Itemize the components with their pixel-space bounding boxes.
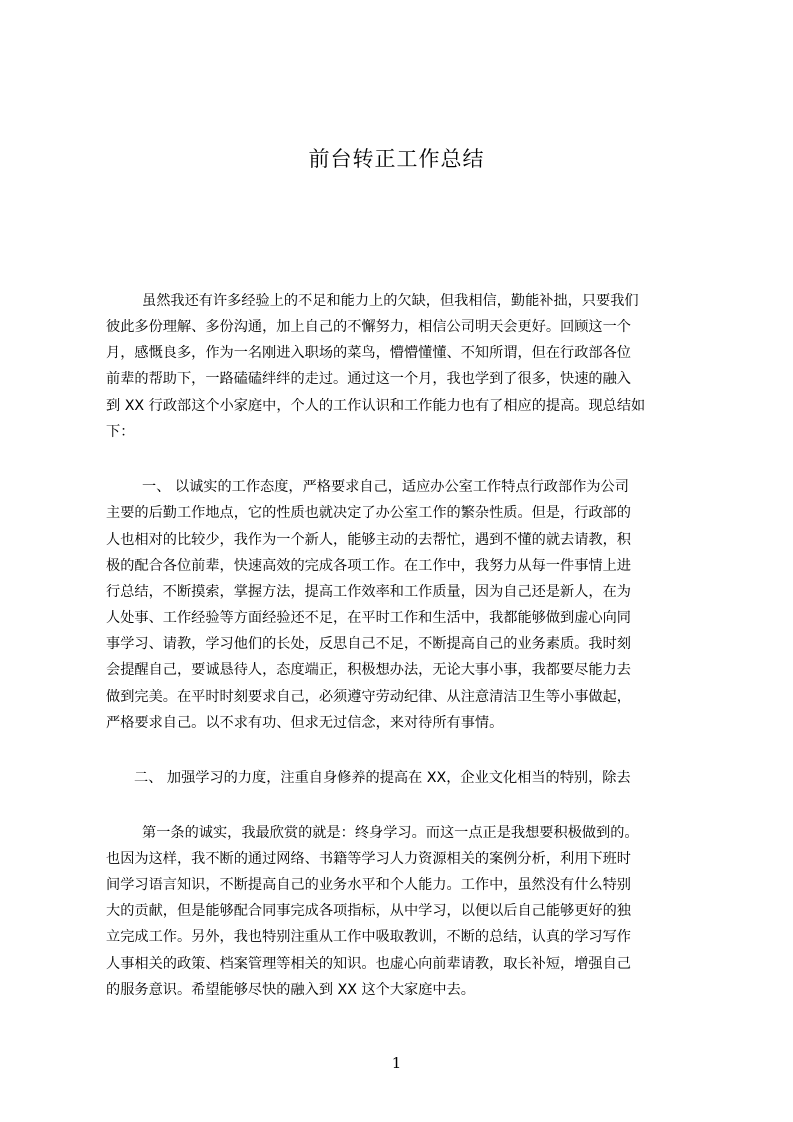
paragraph-2-line-5: 行总结，不断摸索，掌握方法，提高工作效率和工作质量，因为自己还是新人，在为 [106,584,631,600]
page-number: 1 [391,1054,402,1072]
paragraph-2-line-3: 人也相对的比较少，我作为一个新人，能够主动的去帮忙，遇到不懂的就去请教，积 [106,532,631,548]
paragraph-2-line-9: 做到完美。在平时时刻要求自己，必须遵守劳动纪律、从注意清洁卫生等小事做起， [106,689,631,705]
paragraph-2-line-1: 一、 以诚实的工作态度，严格要求自己，适应办公室工作特点行政部作为公司 [142,479,629,495]
paragraph-3-line-1: 二、 加强学习的力度，注重自身修养的提高在 XX，企业文化相当的特别，除去 [134,770,631,786]
paragraph-4-line-4: 大的贡献，但是能够配合同事完成各项指标，从中学习，以便以后自己能够更好的独 [106,903,631,919]
paragraph-1-line-2: 彼此多份理解、多份沟通，加上自己的不懈努力，相信公司明天会更好。回顾这一个 [106,319,631,335]
paragraph-2-line-10: 严格要求自己。以不求有功、但求无过信念，来对待所有事情。 [106,715,504,731]
paragraph-1-line-4: 前辈的帮助下，一路磕磕绊绊的走过。通过这一个月，我也学到了很多，快速的融入 [106,371,631,387]
paragraph-4-line-1: 第一条的诚实，我最欣赏的就是：终身学习。而这一点正是我想要积极做到的。 [142,825,639,841]
paragraph-1-line-1: 虽然我还有许多经验上的不足和能力上的欠缺，但我相信，勤能补拙，只要我们 [142,293,639,309]
paragraph-4-line-6: 人事相关的政策、档案管理等相关的知识。也虚心向前辈请教，取长补短，增强自己 [106,956,631,972]
paragraph-2-line-8: 会提醒自己，要诚恳待人，态度端正，积极想办法，无论大事小事，我都要尽能力去 [106,662,631,678]
paragraph-2-line-2: 主要的后勤工作地点，它的性质也就决定了办公室工作的繁杂性质。但是，行政部的 [106,505,631,521]
page-title: 前台转正工作总结 [308,147,485,171]
paragraph-2-line-4: 极的配合各位前辈，快速高效的完成各项工作。在工作中，我努力从每一件事情上进 [106,558,631,574]
paragraph-4-line-5: 立完成工作。另外，我也特别注重从工作中吸取教训，不断的总结，认真的学习写作 [106,929,631,945]
paragraph-1-line-3: 月，感慨良多，作为一名刚进入职场的菜鸟，懵懵懂懂、不知所谓，但在行政部各位 [106,345,631,361]
paragraph-2-line-6: 人处事、工作经验等方面经验还不足，在平时工作和生活中，我都能够做到虚心向同 [106,610,631,626]
paragraph-4-line-2: 也因为这样，我不断的通过网络、书籍等学习人力资源相关的案例分析，利用下班时 [106,851,631,867]
paragraph-1-line-6: 下： [106,424,135,440]
paragraph-1-line-5: 到 XX 行政部这个小家庭中，个人的工作认识和工作能力也有了相应的提高。现总结如 [106,398,646,414]
paragraph-4-line-3: 间学习语言知识，不断提高自己的业务水平和个人能力。工作中，虽然没有什么特别 [106,877,631,893]
paragraph-2-line-7: 事学习、请教，学习他们的长处，反思自己不足，不断提高自己的业务素质。我时刻 [106,636,631,652]
paragraph-4-line-7: 的服务意识。希望能够尽快的融入到 XX 这个大家庭中去。 [106,982,475,998]
